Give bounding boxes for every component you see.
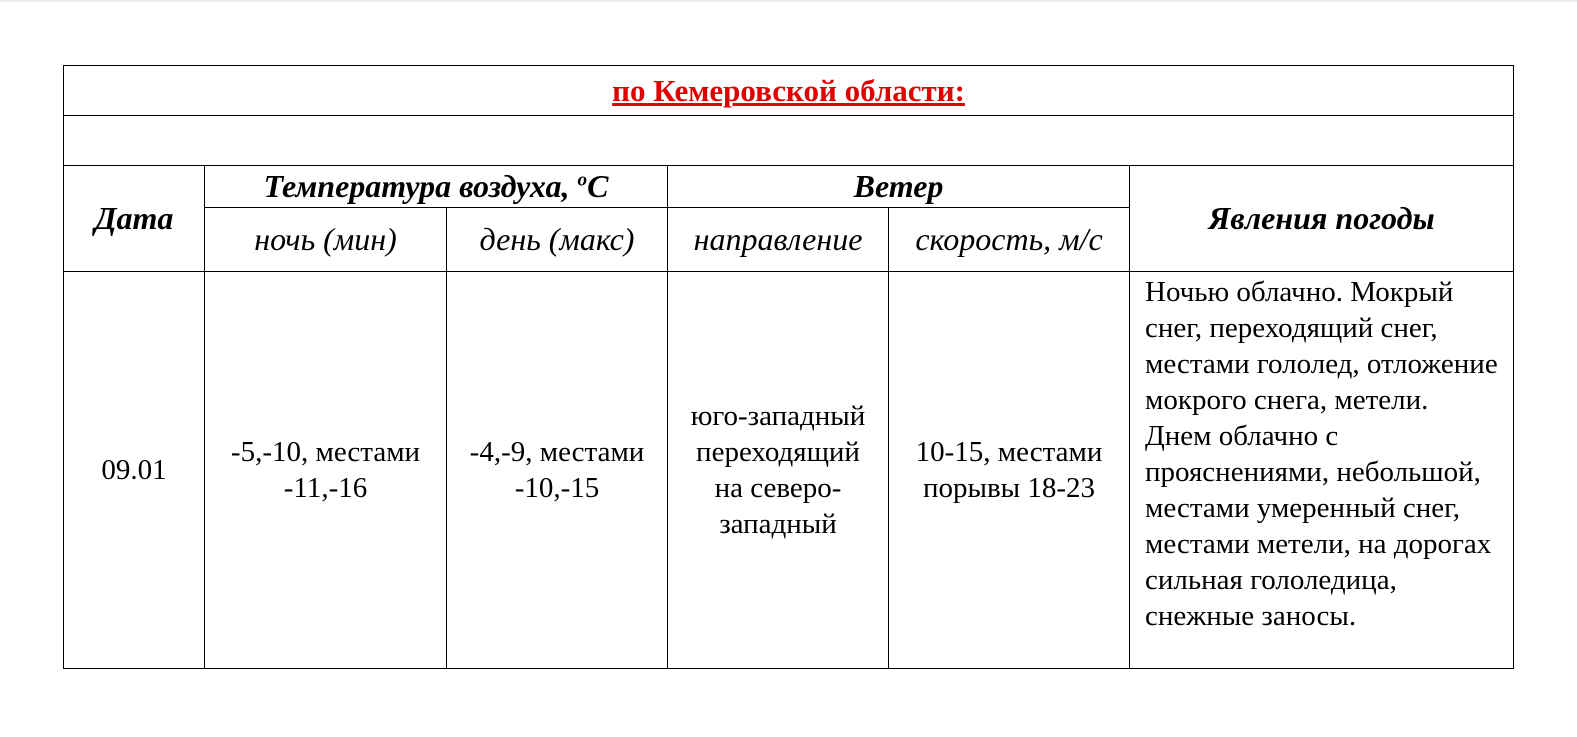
table-title-cell — [64, 66, 1514, 116]
header-group-row — [64, 166, 1514, 208]
table-row — [64, 272, 1514, 669]
header-phenomena: Явления погоды — [1130, 166, 1514, 272]
header-temperature — [205, 166, 668, 208]
header-speed: скорость, м/с — [889, 208, 1130, 272]
weather-forecast-table — [63, 65, 1514, 669]
header-direction: направление — [668, 208, 889, 272]
header-temperature-unit: С — [587, 168, 609, 204]
table-blank-row — [64, 116, 1514, 166]
cell-phenomena: Ночью облачно. Мокрый снег, переходящий снег, местами гололед, отложение мокрого снега, метели. Днем облачно с прояснениями, небольшой, местами умеренный снег, местами метели, на дорогах сильная гололедица, снежные заносы. — [1130, 272, 1514, 669]
blank-cell — [64, 116, 1514, 166]
cell-day: -4,-9, местами -10,-15 — [447, 272, 668, 669]
table-title-row — [64, 66, 1514, 116]
header-temperature-label: Температура воздуха, — [263, 168, 578, 204]
header-date: Дата — [64, 166, 205, 272]
header-day: день (макс) — [447, 208, 668, 272]
cell-speed: 10-15, местами порывы 18-23 — [889, 272, 1130, 669]
header-wind: Ветер — [668, 166, 1130, 208]
region-title: по Кемеровской области: — [612, 72, 965, 108]
header-night: ночь (мин) — [205, 208, 447, 272]
cell-night: -5,-10, местами -11,-16 — [205, 272, 447, 669]
top-divider — [0, 0, 1577, 2]
cell-direction: юго-западный переходящий на северо-западный — [668, 272, 889, 669]
cell-date: 09.01 — [64, 272, 205, 669]
header-temperature-degree: о — [577, 169, 588, 191]
